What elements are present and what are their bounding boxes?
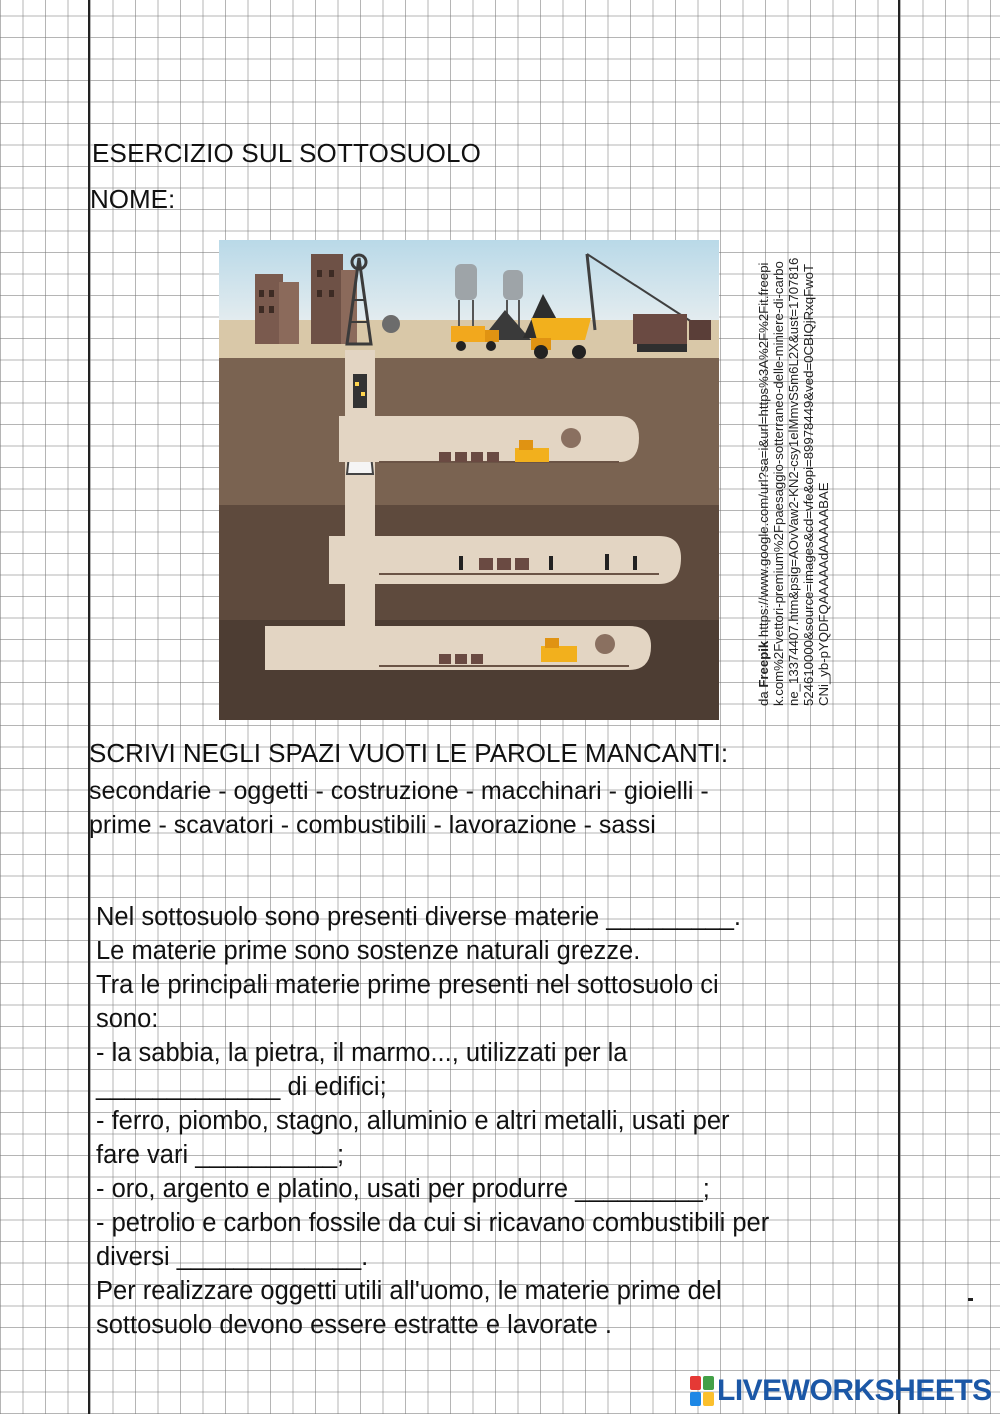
- worksheet-title: ESERCIZIO SUL SOTTOSUOLO: [92, 138, 482, 168]
- credit-prefix: da: [756, 687, 771, 706]
- logo-square: [703, 1392, 714, 1406]
- liveworksheets-logo[interactable]: [690, 1374, 992, 1408]
- passage-line: - oro, argento e platino, usati per produrre _________;: [96, 1175, 710, 1203]
- passage-line: - ferro, piombo, stagno, alluminio e altri metalli, usati per: [96, 1107, 730, 1135]
- word-bank-line: secondarie - oggetti - costruzione - macchinari - gioielli -: [89, 777, 709, 805]
- passage-line: Tra le principali materie prime presenti nel sottosuolo ci: [96, 971, 719, 999]
- mine-illustration: [219, 240, 719, 720]
- credit-source: Freepik: [756, 640, 771, 688]
- passage-line: - la sabbia, la pietra, il marmo..., utilizzati per la: [96, 1039, 628, 1067]
- logo-icon: [690, 1376, 714, 1406]
- logo-square: [703, 1376, 714, 1390]
- passage-line: Le materie prime sono sostenze naturali grezze.: [96, 937, 641, 965]
- passage-line: sono:: [96, 1005, 159, 1033]
- image-credit: [756, 256, 831, 706]
- passage-line: _____________ di edifici;: [96, 1073, 387, 1101]
- credit-url: https://www.google.com/url?sa=i&url=https%3A%2F%2Fit.freepik.com%2Fvettori-premium%2Fpaesaggio-sotterraneo-delle-miniere-di-carbone_13374407.htm&psig=AOvVaw2-KN2-csy1elMmvS5m6L2X&ust=1707816524610000&source=images&cd=vfe&opi=89978449&ved=0CBIQjRxqFwoTCNi_yb-pYQDFQAAAAAdAAAAABAE: [756, 257, 831, 706]
- passage-line: Per realizzare oggetti utili all'uomo, le materie prime del: [96, 1277, 722, 1305]
- word-bank-line: prime - scavatori - combustibili - lavorazione - sassi: [89, 811, 656, 839]
- fill-in-passage: [96, 900, 896, 1342]
- name-label: NOME:: [90, 184, 176, 214]
- word-bank: [89, 774, 869, 842]
- logo-square: [690, 1392, 701, 1406]
- right-margin-line: [898, 0, 900, 1414]
- passage-line: Nel sottosuolo sono presenti diverse materie _________.: [96, 903, 741, 931]
- stray-mark: [968, 1298, 973, 1301]
- passage-line: fare vari __________;: [96, 1141, 345, 1169]
- logo-text: LIVEWORKSHEETS: [717, 1374, 992, 1407]
- passage-line: sottosuolo devono essere estratte e lavorate .: [96, 1311, 612, 1339]
- passage-line: diversi _____________.: [96, 1243, 369, 1271]
- logo-square: [690, 1376, 701, 1390]
- instructions: SCRIVI NEGLI SPAZI VUOTI LE PAROLE MANCANTI:: [89, 738, 729, 768]
- passage-line: - petrolio e carbon fossile da cui si ricavano combustibili per: [96, 1209, 770, 1237]
